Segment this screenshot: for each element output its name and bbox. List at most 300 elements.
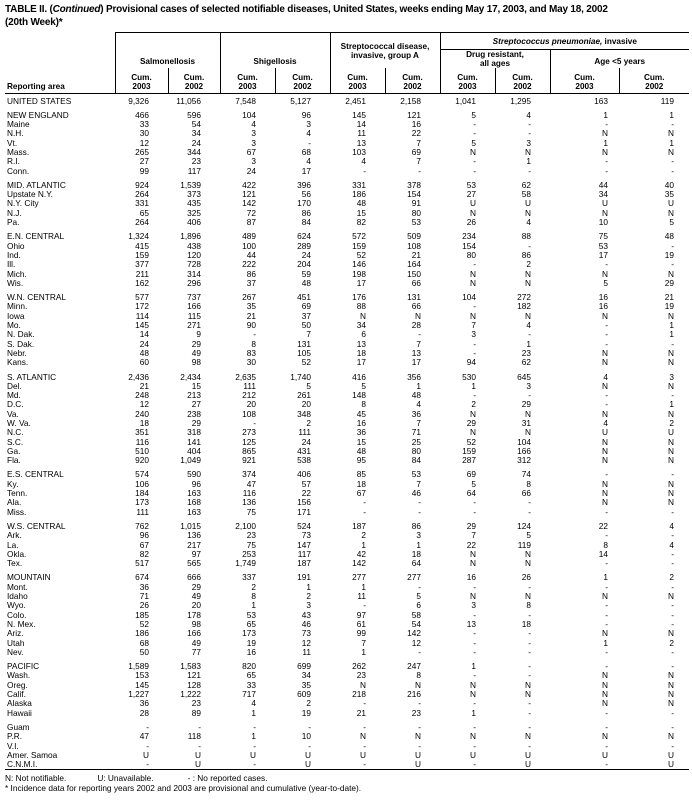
- table-title-line2: (20th Week)*: [5, 16, 63, 28]
- value-cell: 5: [603, 277, 608, 288]
- value-cell: 94: [466, 357, 476, 368]
- value-cell: 20: [246, 399, 256, 410]
- value-cell: N: [668, 310, 674, 321]
- value-cell: U: [525, 759, 531, 770]
- value-cell: 49: [191, 637, 201, 648]
- value-cell: 318: [187, 427, 201, 438]
- value-cell: 62: [521, 179, 531, 190]
- value-cell: 108: [242, 408, 256, 419]
- value-cell: 53: [466, 179, 476, 190]
- value-cell: 62: [521, 357, 531, 368]
- table-row: [5, 732, 689, 741]
- value-cell: 58: [411, 609, 421, 620]
- value-cell: N: [668, 347, 674, 358]
- value-cell: 95: [356, 455, 366, 466]
- value-cell: 29: [191, 418, 201, 428]
- value-cell: -: [363, 506, 366, 517]
- value-cell: 20: [301, 399, 311, 410]
- value-cell: 35: [301, 679, 311, 690]
- value-cell: 2: [669, 418, 674, 428]
- reporting-area-cell: Pa.: [7, 217, 20, 228]
- table-row: [5, 391, 689, 400]
- value-cell: 3: [669, 371, 674, 382]
- value-cell: 238: [187, 408, 201, 419]
- value-cell: 1: [669, 137, 674, 148]
- value-cell: N: [668, 670, 674, 681]
- value-cell: -: [473, 759, 476, 770]
- value-cell: -: [605, 740, 608, 751]
- value-cell: 3: [526, 380, 531, 391]
- value-cell: N: [602, 670, 608, 681]
- value-cell: 921: [242, 455, 256, 466]
- value-cell: U: [668, 749, 674, 760]
- value-cell: U: [195, 749, 201, 760]
- value-cell: -: [671, 646, 674, 657]
- value-cell: 52: [466, 436, 476, 447]
- value-cell: 572: [352, 231, 366, 242]
- value-cell: -: [605, 259, 608, 270]
- value-cell: N: [668, 128, 674, 139]
- value-cell: 22: [301, 488, 311, 499]
- table-row: [5, 629, 689, 638]
- value-cell: 86: [521, 249, 531, 260]
- reporting-area-cell: Tex.: [7, 558, 23, 569]
- value-cell: -: [418, 165, 421, 176]
- value-cell: 287: [462, 455, 476, 466]
- value-cell: 204: [297, 259, 311, 270]
- value-cell: -: [605, 469, 608, 480]
- value-cell: 7: [471, 320, 476, 331]
- value-cell: -: [528, 390, 531, 401]
- value-cell: N: [470, 731, 476, 742]
- value-cell: -: [528, 240, 531, 251]
- table-body: [5, 93, 689, 770]
- value-cell: 1: [471, 380, 476, 391]
- table-row: [5, 559, 689, 568]
- value-cell: 820: [242, 661, 256, 672]
- value-cell: 31: [521, 418, 531, 428]
- footnote-no-reported-cases: - : No reported cases.: [187, 773, 268, 784]
- table-row: [5, 330, 689, 339]
- value-cell: 65: [246, 670, 256, 681]
- value-cell: 111: [243, 380, 256, 391]
- value-cell: 2,158: [400, 95, 421, 106]
- table-row: [5, 312, 689, 321]
- value-cell: 4: [526, 109, 531, 120]
- value-cell: 273: [242, 427, 256, 438]
- value-cell: 596: [187, 109, 201, 120]
- value-cell: N: [415, 310, 421, 321]
- value-cell: 267: [242, 292, 256, 303]
- value-cell: 36: [139, 581, 149, 592]
- value-cell: 115: [187, 310, 201, 321]
- value-cell: 404: [187, 445, 201, 456]
- value-cell: 48: [139, 347, 149, 358]
- reporting-area-cell: D.C.: [7, 399, 24, 410]
- value-cell: 213: [187, 390, 201, 401]
- value-cell: 8: [526, 478, 531, 489]
- value-cell: -: [605, 320, 608, 331]
- value-cell: 222: [242, 259, 256, 270]
- value-cell: 68: [301, 146, 311, 157]
- value-cell: 22: [411, 128, 421, 139]
- value-cell: N: [668, 731, 674, 742]
- value-cell: 7: [361, 637, 366, 648]
- table-row: [5, 251, 689, 260]
- value-cell: 1: [603, 109, 608, 120]
- value-cell: -: [605, 329, 608, 340]
- table-row: [5, 522, 689, 531]
- value-cell: 11,056: [176, 95, 201, 106]
- value-cell: -: [528, 698, 531, 709]
- value-cell: 26: [139, 600, 149, 611]
- value-cell: -: [473, 165, 476, 176]
- value-cell: -: [198, 740, 201, 751]
- value-cell: -: [473, 506, 476, 517]
- reporting-area-cell: N.J.: [7, 207, 22, 218]
- reporting-area-cell: N.H.: [7, 128, 24, 139]
- reporting-area-cell: Alaska: [7, 698, 32, 709]
- reporting-area-cell: Del.: [7, 380, 22, 391]
- value-cell: 1: [361, 581, 366, 592]
- value-cell: 22: [598, 520, 608, 531]
- reporting-area-cell: Mo.: [7, 320, 21, 331]
- value-cell: -: [363, 698, 366, 709]
- value-cell: 159: [352, 240, 366, 251]
- reporting-area-cell: N.Y. City: [7, 198, 39, 209]
- value-cell: 90: [246, 320, 256, 331]
- value-cell: 4: [306, 128, 311, 139]
- value-cell: 438: [187, 240, 201, 251]
- value-cell: 1,015: [180, 520, 201, 531]
- value-cell: 173: [135, 497, 149, 508]
- value-cell: 84: [301, 217, 311, 228]
- value-cell: 1,295: [510, 95, 531, 106]
- value-cell: 71: [411, 427, 421, 438]
- value-cell: 120: [187, 249, 201, 260]
- value-cell: 53: [411, 217, 421, 228]
- value-cell: U: [415, 749, 421, 760]
- reporting-area-cell: NEW ENGLAND: [7, 109, 69, 120]
- value-cell: 12: [411, 637, 421, 648]
- table-row: [5, 302, 689, 311]
- value-cell: 12: [139, 399, 149, 410]
- value-cell: 1,583: [180, 661, 201, 672]
- reporting-area-cell: Md.: [7, 390, 21, 401]
- value-cell: 451: [297, 292, 311, 303]
- value-cell: 5,127: [290, 95, 311, 106]
- col-group-shigellosis: Shigellosis: [220, 50, 330, 69]
- value-cell: 145: [352, 109, 366, 120]
- value-cell: N: [525, 268, 531, 279]
- value-cell: 141: [187, 436, 201, 447]
- reporting-area-cell: Mich.: [7, 268, 27, 279]
- value-cell: 125: [242, 436, 256, 447]
- value-cell: 4: [669, 539, 674, 550]
- table-title-continued: Continued: [52, 4, 101, 15]
- value-cell: 136: [187, 530, 201, 541]
- reporting-area-cell: Utah: [7, 637, 25, 648]
- table-title: [5, 4, 689, 17]
- value-cell: 3: [306, 119, 311, 130]
- value-cell: 1,222: [180, 689, 201, 700]
- value-cell: 156: [297, 497, 311, 508]
- value-cell: 431: [297, 445, 311, 456]
- value-cell: N: [668, 689, 674, 700]
- value-cell: 89: [191, 707, 201, 718]
- value-cell: -: [473, 347, 476, 358]
- value-cell: N: [470, 679, 476, 690]
- cum-year-header: Cum. 2003: [550, 68, 619, 93]
- value-cell: 28: [139, 707, 149, 718]
- value-cell: N: [470, 146, 476, 157]
- value-cell: 65: [246, 618, 256, 629]
- value-cell: 142: [242, 198, 256, 209]
- value-cell: N: [602, 146, 608, 157]
- value-cell: N: [668, 380, 674, 391]
- value-cell: 163: [187, 506, 201, 517]
- table-row: [5, 199, 689, 208]
- value-cell: 191: [297, 572, 311, 583]
- reporting-area-cell: Hawaii: [7, 707, 32, 718]
- value-cell: N: [470, 558, 476, 569]
- footnote-unavailable: U: Unavailable.: [97, 773, 154, 784]
- table-row: [5, 340, 689, 349]
- reporting-area-cell: MOUNTAIN: [7, 572, 51, 583]
- reporting-area-cell: Miss.: [7, 506, 27, 517]
- value-cell: 16: [598, 301, 608, 312]
- value-cell: -: [671, 390, 674, 401]
- value-cell: 35: [664, 189, 674, 200]
- value-cell: 920: [135, 455, 149, 466]
- value-cell: -: [473, 670, 476, 681]
- value-cell: 4: [361, 156, 366, 167]
- value-cell: 65: [139, 207, 149, 218]
- value-cell: 178: [187, 609, 201, 620]
- value-cell: 29: [466, 520, 476, 531]
- table-row: [5, 550, 689, 559]
- value-cell: 272: [517, 292, 531, 303]
- value-cell: 33: [246, 679, 256, 690]
- value-cell: 517: [135, 558, 149, 569]
- table-title-prefix: TABLE II. (: [5, 4, 53, 15]
- value-cell: 69: [411, 146, 421, 157]
- value-cell: -: [671, 707, 674, 718]
- value-cell: 121: [407, 109, 421, 120]
- value-cell: 1: [669, 320, 674, 331]
- value-cell: 168: [187, 497, 201, 508]
- value-cell: N: [668, 698, 674, 709]
- reporting-area-cell: Wyo.: [7, 600, 26, 611]
- value-cell: -: [671, 119, 674, 130]
- strep-pneumoniae-rest: invasive: [602, 36, 637, 46]
- value-cell: 16: [598, 292, 608, 303]
- value-cell: 50: [301, 320, 311, 331]
- table-row: [5, 97, 689, 106]
- value-cell: 4: [669, 520, 674, 531]
- value-cell: 356: [407, 371, 421, 382]
- value-cell: -: [473, 628, 476, 639]
- value-cell: 11: [302, 646, 311, 657]
- value-cell: 7: [416, 338, 421, 349]
- value-cell: U: [415, 759, 421, 770]
- value-cell: 1: [251, 707, 256, 718]
- table-row: [5, 456, 689, 465]
- value-cell: 510: [135, 445, 149, 456]
- table-row: [5, 157, 689, 166]
- value-cell: 16: [466, 572, 476, 583]
- footnotes: [5, 773, 689, 793]
- value-cell: 27: [139, 156, 149, 167]
- value-cell: 173: [242, 628, 256, 639]
- value-cell: 422: [242, 179, 256, 190]
- value-cell: -: [363, 600, 366, 611]
- reporting-area-cell: Ariz.: [7, 628, 24, 639]
- value-cell: -: [528, 661, 531, 672]
- value-cell: 159: [135, 249, 149, 260]
- table-row: [5, 358, 689, 367]
- table-row: [5, 400, 689, 409]
- value-cell: 29: [191, 581, 201, 592]
- value-cell: 28: [411, 320, 421, 331]
- table-row: [5, 648, 689, 657]
- value-cell: 1,227: [128, 689, 149, 700]
- value-cell: U: [470, 749, 476, 760]
- cum-year-header: Cum. 2003: [220, 68, 275, 93]
- value-cell: 3: [526, 137, 531, 148]
- table-row: [5, 270, 689, 279]
- value-cell: 18: [139, 418, 149, 428]
- value-cell: U: [470, 198, 476, 209]
- value-cell: N: [602, 445, 608, 456]
- value-cell: -: [528, 329, 531, 340]
- value-cell: 16: [356, 418, 366, 428]
- value-cell: U: [305, 759, 311, 770]
- value-cell: N: [525, 207, 531, 218]
- value-cell: 1,049: [180, 455, 201, 466]
- value-cell: 17: [301, 165, 311, 176]
- strep-a-label-line1: Streptococcal disease,: [340, 41, 430, 51]
- value-cell: 71: [139, 591, 149, 602]
- value-cell: 699: [297, 661, 311, 672]
- value-cell: N: [525, 679, 531, 690]
- value-cell: 66: [521, 488, 531, 499]
- col-group-strep-a: [330, 33, 440, 69]
- value-cell: 406: [187, 217, 201, 228]
- value-cell: N: [602, 478, 608, 489]
- value-cell: -: [671, 581, 674, 592]
- value-cell: 3: [251, 156, 256, 167]
- value-cell: 7: [416, 137, 421, 148]
- reporting-area-cell: Maine: [7, 119, 30, 130]
- value-cell: N: [602, 207, 608, 218]
- value-cell: 14: [356, 119, 366, 130]
- strep-a-label-line2: invasive, group A: [351, 50, 419, 60]
- value-cell: 116: [242, 488, 256, 499]
- reporting-area-cell: E.N. CENTRAL: [7, 231, 65, 242]
- value-cell: 72: [246, 207, 256, 218]
- value-cell: 73: [301, 530, 311, 541]
- reporting-area-cell: Conn.: [7, 165, 30, 176]
- reporting-area-cell: Ala.: [7, 497, 22, 508]
- value-cell: 1: [361, 539, 366, 550]
- value-cell: 645: [517, 371, 531, 382]
- table-row: [5, 662, 689, 671]
- value-cell: 5: [471, 109, 476, 120]
- value-cell: 11: [357, 591, 366, 602]
- value-cell: 49: [191, 347, 201, 358]
- table-row: [5, 760, 689, 770]
- value-cell: 24: [246, 165, 256, 176]
- table-row: [5, 723, 689, 732]
- value-cell: 574: [135, 469, 149, 480]
- value-cell: N: [525, 310, 531, 321]
- value-cell: 590: [187, 469, 201, 480]
- value-cell: 277: [352, 572, 366, 583]
- value-cell: N: [668, 628, 674, 639]
- value-cell: 162: [135, 277, 149, 288]
- reporting-area-cell: Ga.: [7, 445, 21, 456]
- value-cell: 87: [246, 217, 256, 228]
- table-row: [5, 470, 689, 479]
- value-cell: 3: [471, 600, 476, 611]
- value-cell: U: [668, 759, 674, 770]
- value-cell: N: [668, 436, 674, 447]
- value-cell: 325: [187, 207, 201, 218]
- value-cell: 33: [139, 119, 149, 130]
- table-row: [5, 447, 689, 456]
- value-cell: 17: [598, 249, 608, 260]
- value-cell: 865: [242, 445, 256, 456]
- table-row: [5, 232, 689, 241]
- value-cell: 24: [139, 338, 149, 349]
- value-cell: 1,041: [455, 95, 476, 106]
- value-cell: 2: [306, 418, 311, 428]
- cum-year-header: Cum. 2002: [619, 68, 689, 93]
- value-cell: 52: [356, 249, 366, 260]
- value-cell: 377: [135, 259, 149, 270]
- value-cell: 11: [357, 128, 366, 139]
- value-cell: 30: [139, 128, 149, 139]
- value-cell: 145: [135, 320, 149, 331]
- reporting-area-cell: E.S. CENTRAL: [7, 469, 64, 480]
- value-cell: 114: [135, 310, 149, 321]
- table-row: [5, 382, 689, 391]
- table-row: [5, 209, 689, 218]
- value-cell: -: [473, 637, 476, 648]
- value-cell: 48: [664, 231, 674, 242]
- value-cell: N: [668, 497, 674, 508]
- value-cell: -: [418, 721, 421, 732]
- table-row: [5, 139, 689, 148]
- value-cell: 296: [187, 277, 201, 288]
- value-cell: 85: [356, 469, 366, 480]
- value-cell: N: [602, 347, 608, 358]
- reporting-area-cell: P.R.: [7, 731, 23, 742]
- reporting-area-cell: Ark.: [7, 530, 22, 541]
- reporting-area-cell: V.I.: [7, 740, 19, 751]
- table-row: [5, 349, 689, 358]
- table-row: [5, 438, 689, 447]
- value-cell: 121: [187, 670, 201, 681]
- value-cell: 609: [297, 689, 311, 700]
- header-spacer: [5, 50, 115, 69]
- value-cell: 13: [356, 338, 366, 349]
- value-cell: 19: [301, 707, 311, 718]
- value-cell: 216: [407, 689, 421, 700]
- value-cell: 218: [352, 689, 366, 700]
- value-cell: 198: [352, 268, 366, 279]
